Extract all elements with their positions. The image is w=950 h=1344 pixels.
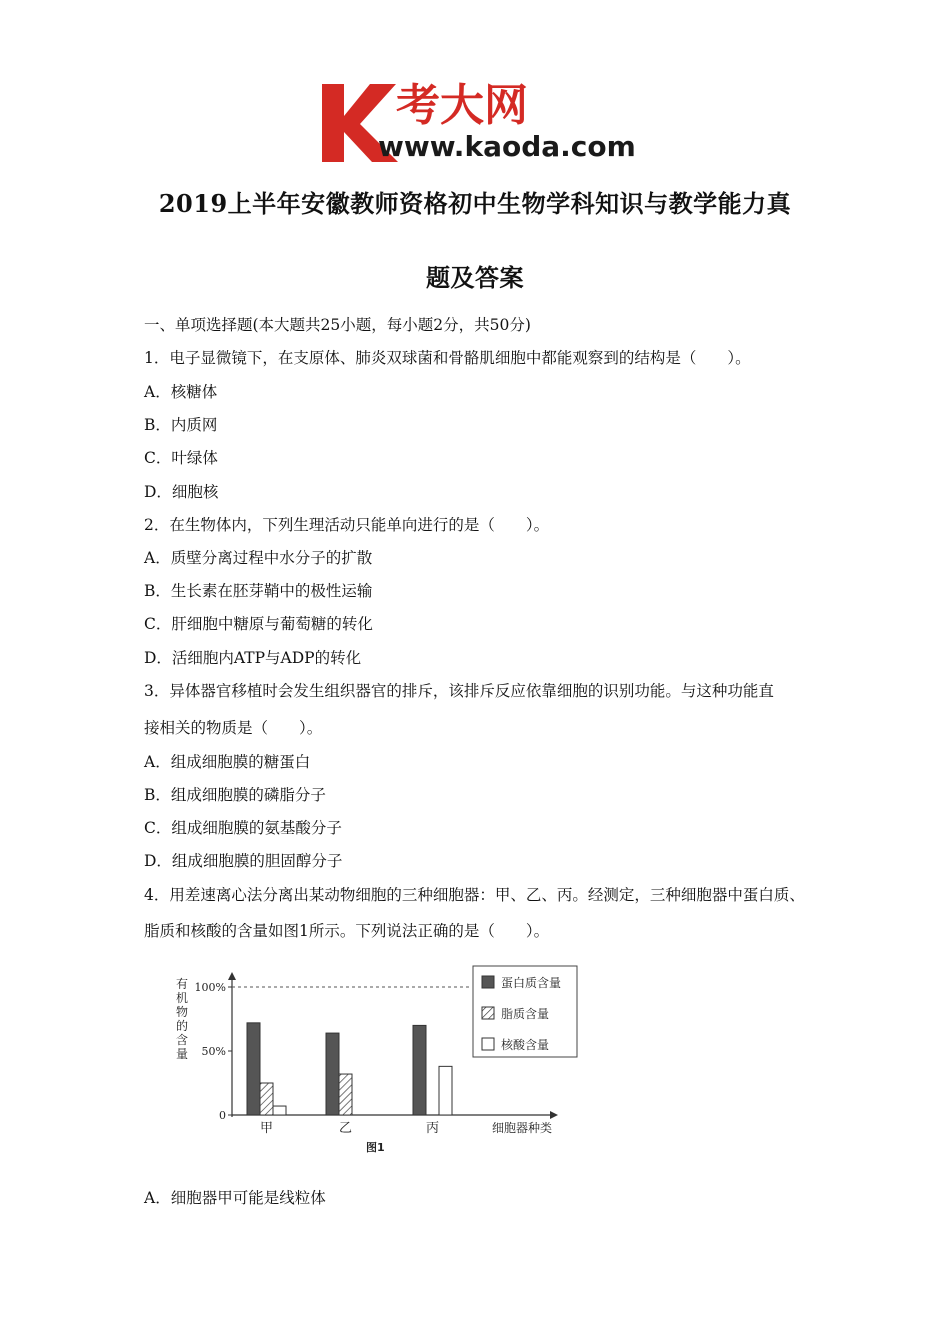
y-tick-label: 100% xyxy=(194,981,226,994)
x-category-label: 丙 xyxy=(425,1121,440,1136)
x-category-label: 甲 xyxy=(259,1121,274,1136)
question-4-option-a: A．细胞器甲可能是线粒体 xyxy=(144,1189,326,1207)
y-tick-label: 50% xyxy=(201,1045,226,1058)
y-axis-arrow xyxy=(228,972,236,980)
question-3-option-d: D．组成细胞膜的胆固醇分子 xyxy=(144,852,343,870)
bar-乙-脂质含量 xyxy=(339,1074,352,1115)
y-tick-label: 0 xyxy=(219,1109,226,1122)
x-axis-label: 细胞器种类 xyxy=(492,1121,553,1135)
legend-swatch-核酸含量 xyxy=(482,1038,494,1050)
question-3-stem-line2: 接相关的物质是（ ）。 xyxy=(144,719,323,737)
logo-brand-text: 考大网 xyxy=(396,80,528,131)
ylabel-char: 机 xyxy=(176,991,189,1005)
legend-swatch-脂质含量 xyxy=(482,1007,494,1019)
question-2-option-a: A．质壁分离过程中水分子的扩散 xyxy=(144,549,373,567)
question-1-option-a: A．核糖体 xyxy=(144,383,218,401)
figure-caption: 图1 xyxy=(366,1141,385,1154)
question-2-stem: 2．在生物体内，下列生理活动只能单向进行的是（ ）。 xyxy=(144,516,550,534)
ylabel-char: 的 xyxy=(176,1019,189,1033)
kaoda-logo xyxy=(318,76,648,166)
question-1-option-b: B．内质网 xyxy=(144,416,218,434)
question-2-option-b: B．生长素在胚芽鞘中的极性运输 xyxy=(144,582,373,600)
document-title-line1: 2019上半年安徽教师资格初中生物学科知识与教学能力真 xyxy=(158,189,792,218)
bar-丙-蛋白质含量 xyxy=(413,1025,426,1115)
document-title-line2: 题及答案 xyxy=(426,263,524,292)
ylabel-char: 量 xyxy=(176,1047,189,1061)
question-1-stem: 1．电子显微镜下，在支原体、肺炎双球菌和骨骼肌细胞中都能观察到的结构是（ ）。 xyxy=(144,349,751,367)
bar-甲-脂质含量 xyxy=(260,1083,273,1115)
legend-label: 核酸含量 xyxy=(501,1038,550,1052)
x-category-label: 乙 xyxy=(338,1121,353,1136)
section-header: 一、单项选择题(本大题共25小题，每小题2分，共50分) xyxy=(144,316,531,334)
chart-ylabel xyxy=(176,977,188,1061)
ylabel-char: 含 xyxy=(176,1033,189,1047)
x-axis-arrow xyxy=(550,1111,558,1119)
bar-甲-核酸含量 xyxy=(273,1106,286,1115)
question-1-option-c: C．叶绿体 xyxy=(144,449,218,467)
logo-url-text: www.kaoda.com xyxy=(378,130,636,163)
question-4-stem-line2: 脂质和核酸的含量如图1所示。下列说法正确的是（ ）。 xyxy=(144,922,550,940)
question-2-option-c: C．肝细胞中糖原与葡萄糖的转化 xyxy=(144,615,373,633)
bar-甲-蛋白质含量 xyxy=(247,1023,260,1115)
question-3-option-c: C．组成细胞膜的氨基酸分子 xyxy=(144,819,342,837)
question-2-option-d: D．活细胞内ATP与ADP的转化 xyxy=(144,649,362,667)
legend-label: 蛋白质含量 xyxy=(501,976,562,990)
bar-乙-蛋白质含量 xyxy=(326,1033,339,1115)
legend-swatch-蛋白质含量 xyxy=(482,976,494,988)
question-4-stem-line1: 4．用差速离心法分离出某动物细胞的三种细胞器：甲、乙、丙。经测定，三种细胞器中蛋白质、 xyxy=(144,886,805,904)
figure-1-bar-chart xyxy=(170,962,610,1162)
ylabel-char: 有 xyxy=(176,977,189,991)
question-1-option-d: D．细胞核 xyxy=(144,483,219,501)
question-3-stem-line1: 3．异体器官移植时会发生组织器官的排斥，该排斥反应依靠细胞的识别功能。与这种功能直 xyxy=(144,682,774,700)
bar-丙-核酸含量 xyxy=(439,1066,452,1115)
question-3-option-a: A．组成细胞膜的糖蛋白 xyxy=(144,753,311,771)
legend-label: 脂质含量 xyxy=(501,1007,550,1021)
question-3-option-b: B．组成细胞膜的磷脂分子 xyxy=(144,786,326,804)
ylabel-char: 物 xyxy=(176,1005,189,1019)
